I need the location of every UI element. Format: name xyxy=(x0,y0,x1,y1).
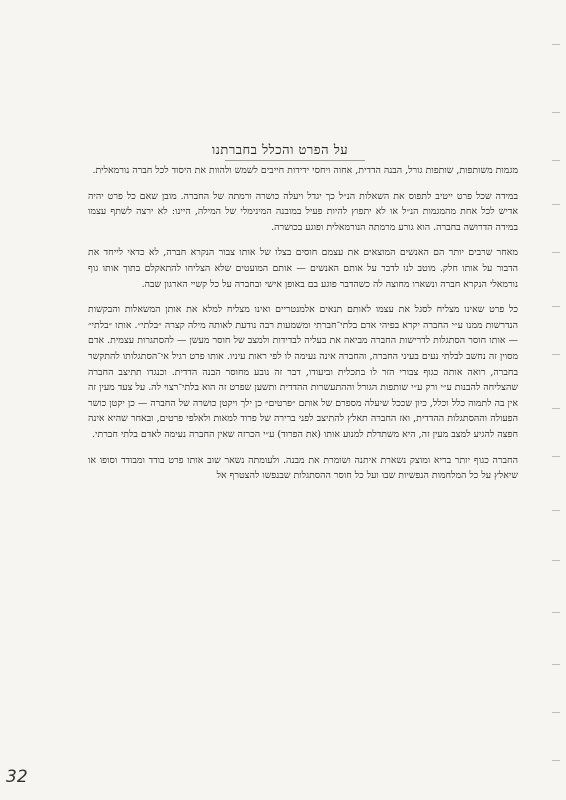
margin-tick xyxy=(552,44,560,45)
margin-tick xyxy=(552,354,560,355)
margin-tick xyxy=(552,712,560,713)
paragraph: מאחר שרבים יותר הם האנשים המוצאים את עצמם חוסים בצלו של אותו צבור הנקרא חברה, לא כדאי לייחד את הדבור על אותו חלק. מוטב לנו לדבר על אותם האנשים — אותם המועטים שלא הצליחו להתאקלם בתוך אותו גוף נורמאלי הנקרא חברה ונשארו מחוצה לה כשהדבר פוגע בם באופן אישי ובחברה על כל קשיי הארגון שבה. xyxy=(88,247,518,290)
margin-tick xyxy=(552,252,560,253)
margin-tick xyxy=(552,408,560,409)
margin-tick xyxy=(552,456,560,457)
margin-tick xyxy=(552,306,560,307)
margin-tick xyxy=(552,612,560,613)
margin-tick xyxy=(552,760,560,761)
margin-tick xyxy=(552,204,560,205)
paragraph: מגמות משותפות, שותפות גורל, הבנה הדדית, אחוה ויחסי ידידות חייבים לשמש ולהוות את היסוד לכל חברה נורמאלית. xyxy=(92,165,518,176)
margin-tick xyxy=(552,560,560,561)
paragraph: כל פרט שאינו מצליח לסגל את עצמו לאותם תנאים אלמנטריים ואינו מצליח למלא את אותן המשאלות והבקשות הנדרשות ממנו ע״י החברה יקרא בפיהי אדם בלתי־חברתי ומשמעות רבה נודעת לאותה מילה קצרה ״בלתי״. אותו ״בלתי״ — אותו חוסר הסתגלות לדרישות החברה מביאה את בעליה לבדידות ולמצב של חוסר מעשן — להסתגרות עצמית. אדם מסוין זה נחשב לבלתי נעים בעיני החברה, והחברה אינה נעימה לו לפי ראות עיניו. אותו פרט רגיל אי־הסתגלותו להתקשר בחברה, רואה אותה כגוף צבורי הזר לו בתכלית וביעודו, דבר זה נובע מחוסר הבנה הדדית. וכנגדו תתיצב החברה שהצליחה להבנות ע״י ורק ע״י שותפות הגורל וההתעשרות ההדדית ותשען שפרט זה הוא בלתי־רצוי לה. על צעד מעין זה אין בה לתמוה כלל וכלל, כיון שככל שיעלה מספרם של אותם ״פרטים״ כן ילך ויקטן כושרה של החברה — כן יקטן כושר הפעולה וההסתגלות ההדדית, ואז החברה תאלץ להתיצב לפני ברירה של פרוד למאות ולאלפי פרטים, ובאחר שהיא אינה חפצה להגיע למצב מעין זה, היא משתדלת למנוע אותו (את הפרוד) ע״י הכרזה שאין החברה נעימה לאדם בלתי חברתי. xyxy=(88,304,518,440)
paragraph: החברה כגוף יותר בריא ומוצק נשארת איתנה ושומרת את מבנה. ולעומתה נשאר שוב אותו פרט בודד ומבודד וסופו או שיאלץ על כל המלחמות הנפשיות שבו ועל כל חוסר ההסתגלות שבנפשו להצטרף אל xyxy=(88,454,518,482)
margin-tick xyxy=(552,664,560,665)
margin-tick xyxy=(552,510,560,511)
paragraph: במידה שכל פרט ייטיב לתפוס את השאלות הנ״ל כך יגדל ויעלה כושרה ורמתה של החברה. מובן שאם כל פרט יהיה אדיש לכל אחת מהמגמות הנ״ל או לא יתפוץ להיות פעיל במובנה המינימלי של המילה, היינו: לא ירצה לשתף עצמו במידה הדרושה בחברה. הוא גורע מרמתה הנורמאלית ופוגע בכושרה. xyxy=(88,190,518,233)
body-text xyxy=(88,163,518,486)
page-number: 32 xyxy=(6,767,28,787)
page-title: על הפרט והכלל בחברתנו xyxy=(211,143,349,158)
margin-tick xyxy=(552,112,560,113)
margin-tick xyxy=(552,160,560,161)
title-underline xyxy=(225,160,365,161)
margin-ticks xyxy=(550,0,560,800)
